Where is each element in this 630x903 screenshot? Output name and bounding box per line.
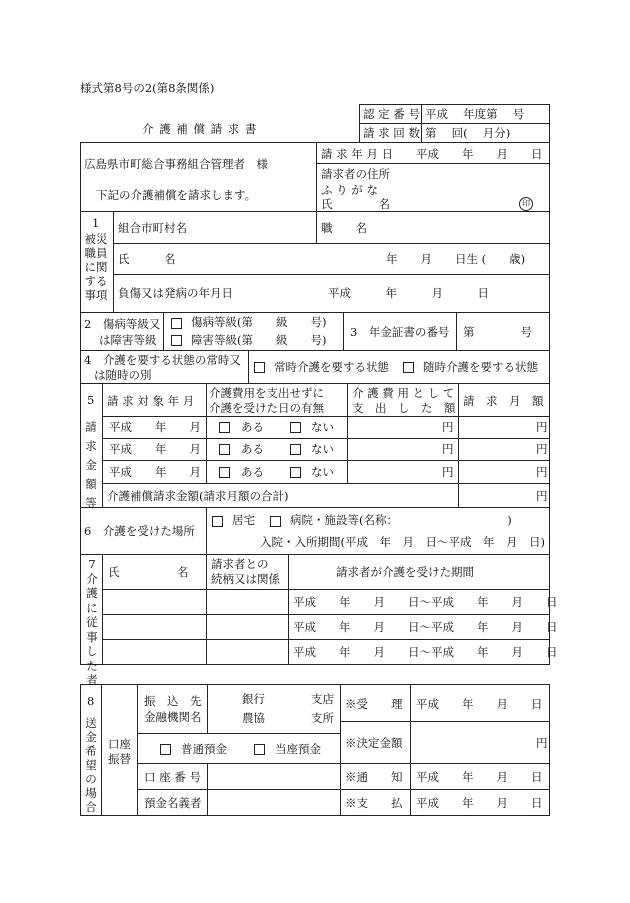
s7-rel-2: 続柄又は関係 [211, 572, 280, 586]
s5-col1: 請 求 対 象 年 月 [107, 394, 195, 408]
s8-side-label: 送金希望の場合 [85, 716, 97, 814]
s8-juri-label: ※受 理 [345, 697, 403, 711]
s2-opt1: 傷病等級(第 級 号) [191, 315, 327, 329]
s5-row-aru-checkbox[interactable] [219, 444, 230, 455]
request-line: 下記の介護補償を請求します。 [96, 188, 257, 202]
s5-row-yen2: 円 [536, 420, 548, 434]
claimant-name-label: 氏 名 [321, 197, 390, 211]
s8-deposit1: 普通預金 [181, 742, 227, 756]
s5-col2-2: 介護を受けた日の有無 [209, 401, 324, 415]
s5-row-yen2: 円 [536, 465, 548, 479]
s8-koza-2: 振替 [108, 752, 131, 766]
s5-col3-1: 介 護 費 用 と し て [352, 386, 455, 400]
s7-rel-1: 請求者との [211, 557, 269, 571]
nintei-label: 認 定 番 号 [363, 107, 420, 121]
s4-checkbox-1[interactable] [254, 362, 265, 373]
s5-row-aru: ある [241, 420, 264, 434]
s4-opt2: 随時介護を要する状態 [423, 360, 538, 374]
s2-checkbox-2[interactable] [171, 335, 182, 346]
s5-side-label: 請求金額等 [85, 420, 97, 510]
nintei-value[interactable]: 平成 年度第 号 [425, 107, 525, 121]
s5-row-nai-checkbox[interactable] [290, 444, 301, 455]
s8-checkbox-toza[interactable] [254, 744, 265, 755]
s1-side-label: 被災職員に関する事項 [84, 232, 108, 302]
s2-label-1: 2 傷病等級又 [84, 317, 161, 331]
s4-opt1: 常時介護を要する状態 [274, 360, 389, 374]
form-number: 様式第8号の2(第8条関係) [80, 81, 215, 95]
seikyu-kaisu-value[interactable]: 第 回( 月分) [425, 126, 511, 140]
s5-total-label: 介護補償請求金額(請求月額の合計) [107, 489, 289, 503]
s8-kettei-label: ※決定金額 [345, 736, 403, 750]
s8-branch1: 支店 [311, 692, 334, 706]
s5-col4: 請 求 月 額 [463, 394, 544, 408]
s1-org-label: 組合市町村名 [118, 221, 187, 235]
seikyu-kaisu-label: 請 求 回 数 [363, 126, 420, 140]
s5-row-nai-checkbox[interactable] [290, 422, 301, 433]
s8-bank-label-1: 振 込 先 [144, 694, 202, 708]
s8-tsuchi-value: 平成 年 月 日 [416, 770, 543, 784]
s8-bank2: 農協 [242, 711, 265, 725]
s8-juri-value: 平成 年 月 日 [416, 697, 543, 711]
s3-label: 3 年金証書の番号 [350, 325, 450, 339]
s7-side-label: 7介護に従事した者 [86, 557, 98, 687]
s4-label-1: 4 介護を要する状態の常時又 [84, 353, 241, 367]
s1-injury-value[interactable]: 平成 年 月 日 [328, 286, 489, 300]
s5-row-nai: ない [311, 420, 334, 434]
s5-row-aru: ある [241, 442, 264, 456]
s6-checkbox-hospital[interactable] [270, 516, 281, 527]
form-title: 介 護 補 償 請 求 書 [142, 122, 258, 136]
s5-row-nai: ない [311, 465, 334, 479]
s2-opt2: 障害等級(第 級 号) [191, 333, 327, 347]
s1-injury-label: 負傷又は発病の年月日 [118, 286, 233, 300]
s2-checkbox-1[interactable] [171, 318, 182, 329]
s8-kettei-yen: 円 [536, 736, 548, 750]
s8-branch2: 支所 [311, 711, 334, 725]
s5-row-yen2: 円 [536, 442, 548, 456]
s5-row-ym[interactable]: 平成 年 月 [109, 420, 201, 434]
s5-row-aru: ある [241, 465, 264, 479]
s1-name-label: 氏 名 [118, 252, 176, 266]
furigana-label: ふ り が な [321, 183, 378, 197]
s7-row-period[interactable]: 平成 年 月 日～平成 年 月 日 [293, 595, 558, 609]
s5-row-nai: ない [311, 442, 334, 456]
s5-row-ym[interactable]: 平成 年 月 [109, 465, 201, 479]
s7-period-label: 請求者が介護を受けた期間 [336, 565, 474, 579]
claimant-address-label: 請求者の住所 [321, 167, 390, 181]
s5-number: 5 [87, 393, 95, 407]
s5-total-yen: 円 [536, 489, 548, 503]
s8-tsuchi-label: ※通 知 [345, 770, 403, 784]
s5-row-aru-checkbox[interactable] [219, 467, 230, 478]
s8-shiharai-value: 平成 年 月 日 [416, 796, 543, 810]
s6-label: 6 介護を受けた場所 [84, 524, 195, 538]
s7-row-period[interactable]: 平成 年 月 日～平成 年 月 日 [293, 645, 558, 659]
s6-opt1: 居宅 [232, 513, 255, 527]
s8-deposit2: 当座預金 [275, 742, 321, 756]
s8-meigi-label: 預金名義者 [144, 796, 202, 810]
s1-job-label: 職 名 [321, 221, 367, 235]
s6-period[interactable]: 入院・入所期間(平成 年 月 日～平成 年 月 日) [260, 535, 545, 549]
address-to: 広島県市町総合事務組合管理者 様 [84, 157, 268, 171]
s4-checkbox-2[interactable] [403, 362, 414, 373]
s7-row-period[interactable]: 平成 年 月 日～平成 年 月 日 [293, 620, 558, 634]
s4-label-2: は随時の別 [94, 368, 152, 382]
s5-row-yen1: 円 [442, 420, 454, 434]
s5-row-ym[interactable]: 平成 年 月 [109, 442, 201, 456]
s5-col2-1: 介護費用を支出せずに [209, 386, 324, 400]
seal-mark: 印 [519, 197, 533, 211]
claim-date-label: 請 求 年 月 日 [321, 147, 394, 161]
s6-opt2: 病院・施設等(名称： ) [290, 513, 512, 527]
s8-checkbox-futsu[interactable] [160, 744, 171, 755]
s5-col3-2: 支 出 し た 額 [352, 401, 456, 415]
s1-birth[interactable]: 年 月 日生 ( 歳) [386, 252, 526, 266]
s7-name-label: 氏 名 [108, 565, 189, 579]
s2-label-2: は障害等級 [99, 333, 157, 347]
s5-row-yen1: 円 [442, 465, 454, 479]
claim-date-value[interactable]: 平成 年 月 日 [416, 147, 543, 161]
s5-row-yen1: 円 [442, 442, 454, 456]
s8-koza-no-label: 口 座 番 号 [144, 770, 201, 784]
s8-bank1: 銀行 [242, 692, 265, 706]
s8-number: 8 [87, 694, 95, 708]
s8-bank-label-2: 金融機関名 [144, 710, 202, 724]
s5-row-aru-checkbox[interactable] [219, 422, 230, 433]
s3-value[interactable]: 第 号 [463, 325, 532, 339]
s8-shiharai-label: ※支 払 [345, 796, 403, 810]
s5-row-nai-checkbox[interactable] [290, 467, 301, 478]
s8-koza-1: 口座 [108, 737, 131, 751]
s1-number: 1 [92, 216, 100, 230]
s6-checkbox-home[interactable] [212, 516, 223, 527]
